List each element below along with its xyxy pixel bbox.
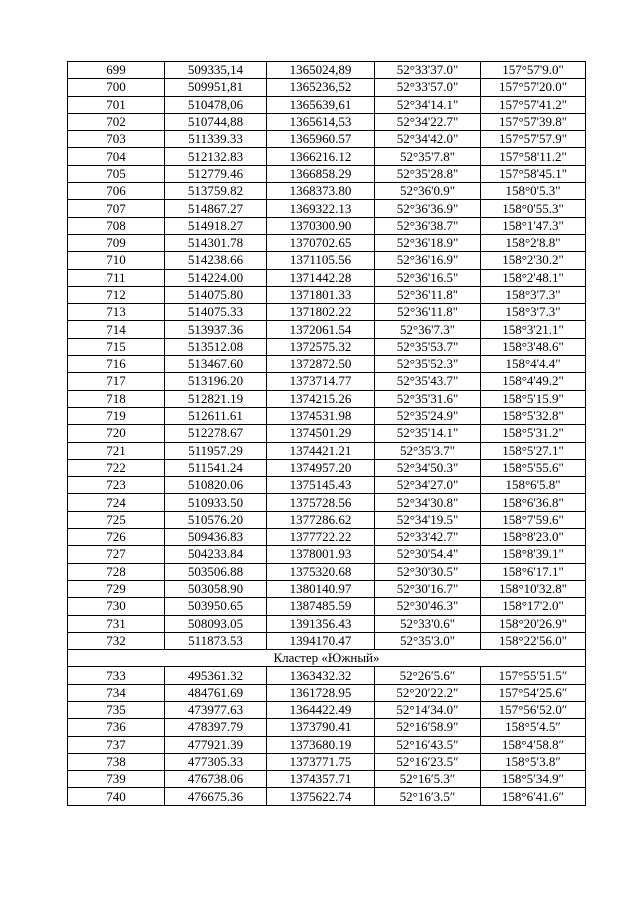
longitude-cell: 158°4'49.2" <box>481 373 586 390</box>
latitude-cell: 52°36'11.8" <box>375 286 481 303</box>
y-coordinate-cell: 1363432.32 <box>267 667 375 684</box>
point-number-cell: 731 <box>68 615 165 632</box>
latitude-cell: 52°34'50.3" <box>375 459 481 476</box>
x-coordinate-cell: 478397.79 <box>165 719 267 736</box>
table-row <box>68 667 586 684</box>
table-row <box>68 511 586 528</box>
point-number-cell: 732 <box>68 632 165 649</box>
latitude-cell: 52°16′43.5″ <box>375 736 481 753</box>
x-coordinate-cell: 509436.83 <box>165 529 267 546</box>
table-row <box>68 113 586 130</box>
x-coordinate-cell: 503506.88 <box>165 563 267 580</box>
x-coordinate-cell: 514075.33 <box>165 304 267 321</box>
point-number-cell: 722 <box>68 459 165 476</box>
x-coordinate-cell: 513759.82 <box>165 183 267 200</box>
y-coordinate-cell: 1372872.50 <box>267 356 375 373</box>
table-row <box>68 217 586 234</box>
x-coordinate-cell: 514238.66 <box>165 252 267 269</box>
table-row <box>68 563 586 580</box>
table-row <box>68 771 586 788</box>
x-coordinate-cell: 512779.46 <box>165 165 267 182</box>
latitude-cell: 52°35'28.8" <box>375 165 481 182</box>
longitude-cell: 158°4′58.8″ <box>481 736 586 753</box>
x-coordinate-cell: 510744,88 <box>165 113 267 130</box>
point-number-cell: 712 <box>68 286 165 303</box>
x-coordinate-cell: 477921.39 <box>165 736 267 753</box>
y-coordinate-cell: 1374957.20 <box>267 459 375 476</box>
longitude-cell: 157°57'20.0" <box>481 79 586 96</box>
latitude-cell: 52°30'46.3" <box>375 598 481 615</box>
table-row <box>68 234 586 251</box>
table-row <box>68 165 586 182</box>
longitude-cell: 158°0'55.3" <box>481 200 586 217</box>
longitude-cell: 158°6'5.8" <box>481 477 586 494</box>
y-coordinate-cell: 1366858.29 <box>267 165 375 182</box>
table-row <box>68 788 586 805</box>
point-number-cell: 720 <box>68 425 165 442</box>
latitude-cell: 52°35'43.7" <box>375 373 481 390</box>
point-number-cell: 705 <box>68 165 165 182</box>
table-row <box>68 580 586 597</box>
latitude-cell: 52°36'16.9" <box>375 252 481 269</box>
longitude-cell: 157°57'9.0" <box>481 62 586 79</box>
point-number-cell: 716 <box>68 356 165 373</box>
y-coordinate-cell: 1373680.19 <box>267 736 375 753</box>
table-row <box>68 148 586 165</box>
latitude-cell: 52°34'27.0" <box>375 477 481 494</box>
y-coordinate-cell: 1387485.59 <box>267 598 375 615</box>
longitude-cell: 158°5′34.9″ <box>481 771 586 788</box>
table-row <box>68 390 586 407</box>
table-row <box>68 183 586 200</box>
latitude-cell: 52°36'0.9" <box>375 183 481 200</box>
table-row <box>68 252 586 269</box>
table-row <box>68 338 586 355</box>
latitude-cell: 52°35'3.0" <box>375 632 481 649</box>
latitude-cell: 52°33'0.6" <box>375 615 481 632</box>
latitude-cell: 52°34'30.8" <box>375 494 481 511</box>
latitude-cell: 52°30'30.5" <box>375 563 481 580</box>
longitude-cell: 158°5'31.2" <box>481 425 586 442</box>
x-coordinate-cell: 512821.19 <box>165 390 267 407</box>
table-row <box>68 477 586 494</box>
point-number-cell: 723 <box>68 477 165 494</box>
longitude-cell: 158°6'17.1" <box>481 563 586 580</box>
table-row <box>68 79 586 96</box>
y-coordinate-cell: 1371442.28 <box>267 269 375 286</box>
table-row <box>68 286 586 303</box>
cluster-section <box>68 650 586 667</box>
table-row <box>68 131 586 148</box>
longitude-cell: 158°6′41.6″ <box>481 788 586 805</box>
latitude-cell: 52°35'31.6" <box>375 390 481 407</box>
point-number-cell: 739 <box>68 771 165 788</box>
table-row <box>68 632 586 649</box>
y-coordinate-cell: 1365236,52 <box>267 79 375 96</box>
x-coordinate-cell: 503950.65 <box>165 598 267 615</box>
y-coordinate-cell: 1364422.49 <box>267 701 375 718</box>
latitude-cell: 52°36'38.7" <box>375 217 481 234</box>
table-row <box>68 684 586 701</box>
longitude-cell: 157°57'41.2" <box>481 96 586 113</box>
x-coordinate-cell: 509335,14 <box>165 62 267 79</box>
table-row <box>68 546 586 563</box>
y-coordinate-cell: 1374215.26 <box>267 390 375 407</box>
point-number-cell: 710 <box>68 252 165 269</box>
x-coordinate-cell: 510933.50 <box>165 494 267 511</box>
point-number-cell: 735 <box>68 701 165 718</box>
point-number-cell: 740 <box>68 788 165 805</box>
latitude-cell: 52°14′34.0″ <box>375 701 481 718</box>
y-coordinate-cell: 1366216.12 <box>267 148 375 165</box>
x-coordinate-cell: 513512.08 <box>165 338 267 355</box>
y-coordinate-cell: 1371801.33 <box>267 286 375 303</box>
table-row <box>68 425 586 442</box>
x-coordinate-cell: 512132.83 <box>165 148 267 165</box>
latitude-cell: 52°36'16.5" <box>375 269 481 286</box>
longitude-cell: 158°5'32.8" <box>481 407 586 424</box>
table-row <box>68 719 586 736</box>
point-number-cell: 700 <box>68 79 165 96</box>
longitude-cell: 157°54′25.6″ <box>481 684 586 701</box>
point-number-cell: 717 <box>68 373 165 390</box>
point-number-cell: 713 <box>68 304 165 321</box>
y-coordinate-cell: 1372061.54 <box>267 321 375 338</box>
y-coordinate-cell: 1377722.22 <box>267 529 375 546</box>
x-coordinate-cell: 473977.63 <box>165 701 267 718</box>
point-number-cell: 707 <box>68 200 165 217</box>
point-number-cell: 709 <box>68 234 165 251</box>
x-coordinate-cell: 512611.61 <box>165 407 267 424</box>
point-number-cell: 719 <box>68 407 165 424</box>
longitude-cell: 158°20'26.9" <box>481 615 586 632</box>
longitude-cell: 158°2'8.8" <box>481 234 586 251</box>
longitude-cell: 158°2'30.2" <box>481 252 586 269</box>
longitude-cell: 158°3'21.1" <box>481 321 586 338</box>
y-coordinate-cell: 1374421.21 <box>267 442 375 459</box>
y-coordinate-cell: 1394170.47 <box>267 632 375 649</box>
x-coordinate-cell: 510478,06 <box>165 96 267 113</box>
table-row <box>68 615 586 632</box>
latitude-cell: 52°35'24.9" <box>375 407 481 424</box>
table-row <box>68 494 586 511</box>
point-number-cell: 733 <box>68 667 165 684</box>
y-coordinate-cell: 1368373.80 <box>267 183 375 200</box>
table-row <box>68 200 586 217</box>
y-coordinate-cell: 1375728.56 <box>267 494 375 511</box>
point-number-cell: 737 <box>68 736 165 753</box>
latitude-cell: 52°36'7.3" <box>375 321 481 338</box>
point-number-cell: 736 <box>68 719 165 736</box>
x-coordinate-cell: 510820.06 <box>165 477 267 494</box>
longitude-cell: 158°5'27.1" <box>481 442 586 459</box>
y-coordinate-cell: 1365639,61 <box>267 96 375 113</box>
longitude-cell: 158°17'2.0" <box>481 598 586 615</box>
longitude-cell: 158°5'15.9" <box>481 390 586 407</box>
y-coordinate-cell: 1375622.74 <box>267 788 375 805</box>
x-coordinate-cell: 503058.90 <box>165 580 267 597</box>
coordinates-table-body-bottom <box>68 667 586 805</box>
x-coordinate-cell: 514075.80 <box>165 286 267 303</box>
table-row <box>68 529 586 546</box>
y-coordinate-cell: 1370300.90 <box>267 217 375 234</box>
y-coordinate-cell: 1374531.98 <box>267 407 375 424</box>
latitude-cell: 52°34'42.0" <box>375 131 481 148</box>
latitude-cell: 52°35'52.3" <box>375 356 481 373</box>
x-coordinate-cell: 504233.84 <box>165 546 267 563</box>
coordinates-table <box>67 61 586 806</box>
latitude-cell: 52°34'19.5" <box>375 511 481 528</box>
latitude-cell: 52°30'54.4" <box>375 546 481 563</box>
latitude-cell: 52°16′5.3″ <box>375 771 481 788</box>
point-number-cell: 721 <box>68 442 165 459</box>
y-coordinate-cell: 1373771.75 <box>267 753 375 770</box>
point-number-cell: 738 <box>68 753 165 770</box>
latitude-cell: 52°36'18.9" <box>375 234 481 251</box>
y-coordinate-cell: 1375145.43 <box>267 477 375 494</box>
cluster-heading: Кластер «Южный» <box>68 650 586 667</box>
x-coordinate-cell: 476738.06 <box>165 771 267 788</box>
latitude-cell: 52°36'11.8" <box>375 304 481 321</box>
point-number-cell: 703 <box>68 131 165 148</box>
longitude-cell: 158°2'48.1" <box>481 269 586 286</box>
y-coordinate-cell: 1380140.97 <box>267 580 375 597</box>
y-coordinate-cell: 1370702.65 <box>267 234 375 251</box>
longitude-cell: 158°0'5.3" <box>481 183 586 200</box>
y-coordinate-cell: 1374357.71 <box>267 771 375 788</box>
x-coordinate-cell: 495361.32 <box>165 667 267 684</box>
longitude-cell: 158°10'32.8" <box>481 580 586 597</box>
point-number-cell: 706 <box>68 183 165 200</box>
longitude-cell: 158°3'7.3" <box>481 286 586 303</box>
point-number-cell: 725 <box>68 511 165 528</box>
table-row <box>68 701 586 718</box>
latitude-cell: 52°35'53.7" <box>375 338 481 355</box>
table-row <box>68 269 586 286</box>
longitude-cell: 158°8'23.0" <box>481 529 586 546</box>
latitude-cell: 52°20′22.2″ <box>375 684 481 701</box>
point-number-cell: 726 <box>68 529 165 546</box>
table-row <box>68 407 586 424</box>
longitude-cell: 157°56′52.0″ <box>481 701 586 718</box>
table-row <box>68 96 586 113</box>
longitude-cell: 157°55′51.5″ <box>481 667 586 684</box>
longitude-cell: 158°5'55.6" <box>481 459 586 476</box>
longitude-cell: 157°58'11.2" <box>481 148 586 165</box>
point-number-cell: 701 <box>68 96 165 113</box>
y-coordinate-cell: 1375320.68 <box>267 563 375 580</box>
point-number-cell: 711 <box>68 269 165 286</box>
latitude-cell: 52°34'14.1" <box>375 96 481 113</box>
coordinates-table-body-top <box>68 62 586 650</box>
point-number-cell: 704 <box>68 148 165 165</box>
x-coordinate-cell: 514224.00 <box>165 269 267 286</box>
table-row <box>68 356 586 373</box>
longitude-cell: 158°5′3.8″ <box>481 753 586 770</box>
latitude-cell: 52°33'57.0" <box>375 79 481 96</box>
longitude-cell: 158°4'4.4" <box>481 356 586 373</box>
point-number-cell: 729 <box>68 580 165 597</box>
latitude-cell: 52°35'3.7" <box>375 442 481 459</box>
longitude-cell: 158°6'36.8" <box>481 494 586 511</box>
point-number-cell: 715 <box>68 338 165 355</box>
y-coordinate-cell: 1377286.62 <box>267 511 375 528</box>
latitude-cell: 52°16′58.9″ <box>375 719 481 736</box>
latitude-cell: 52°30'16.7" <box>375 580 481 597</box>
x-coordinate-cell: 514867.27 <box>165 200 267 217</box>
y-coordinate-cell: 1373790.41 <box>267 719 375 736</box>
point-number-cell: 734 <box>68 684 165 701</box>
latitude-cell: 52°33'37.0" <box>375 62 481 79</box>
y-coordinate-cell: 1369322.13 <box>267 200 375 217</box>
x-coordinate-cell: 511957.29 <box>165 442 267 459</box>
latitude-cell: 52°34'22.7" <box>375 113 481 130</box>
x-coordinate-cell: 508093.05 <box>165 615 267 632</box>
table-row <box>68 736 586 753</box>
longitude-cell: 157°57'39.8" <box>481 113 586 130</box>
table-row <box>68 459 586 476</box>
x-coordinate-cell: 484761.69 <box>165 684 267 701</box>
x-coordinate-cell: 514301.78 <box>165 234 267 251</box>
latitude-cell: 52°35'7.8" <box>375 148 481 165</box>
point-number-cell: 728 <box>68 563 165 580</box>
x-coordinate-cell: 509951,81 <box>165 79 267 96</box>
y-coordinate-cell: 1374501.29 <box>267 425 375 442</box>
y-coordinate-cell: 1372575.32 <box>267 338 375 355</box>
longitude-cell: 158°5′4.5″ <box>481 719 586 736</box>
table-row <box>68 442 586 459</box>
table-row <box>68 373 586 390</box>
y-coordinate-cell: 1361728.95 <box>267 684 375 701</box>
longitude-cell: 158°22'56.0" <box>481 632 586 649</box>
x-coordinate-cell: 512278.67 <box>165 425 267 442</box>
y-coordinate-cell: 1373714.77 <box>267 373 375 390</box>
point-number-cell: 699 <box>68 62 165 79</box>
y-coordinate-cell: 1365960.57 <box>267 131 375 148</box>
y-coordinate-cell: 1365614,53 <box>267 113 375 130</box>
y-coordinate-cell: 1391356.43 <box>267 615 375 632</box>
x-coordinate-cell: 514918.27 <box>165 217 267 234</box>
x-coordinate-cell: 477305.33 <box>165 753 267 770</box>
point-number-cell: 708 <box>68 217 165 234</box>
longitude-cell: 158°7'59.6" <box>481 511 586 528</box>
table-row <box>68 304 586 321</box>
x-coordinate-cell: 513467.60 <box>165 356 267 373</box>
y-coordinate-cell: 1371802.22 <box>267 304 375 321</box>
longitude-cell: 158°1'47.3" <box>481 217 586 234</box>
point-number-cell: 724 <box>68 494 165 511</box>
latitude-cell: 52°36'36.9" <box>375 200 481 217</box>
x-coordinate-cell: 476675.36 <box>165 788 267 805</box>
latitude-cell: 52°16′23.5″ <box>375 753 481 770</box>
y-coordinate-cell: 1371105.56 <box>267 252 375 269</box>
table-row <box>68 321 586 338</box>
point-number-cell: 730 <box>68 598 165 615</box>
point-number-cell: 702 <box>68 113 165 130</box>
latitude-cell: 52°35'14.1" <box>375 425 481 442</box>
table-row <box>68 598 586 615</box>
x-coordinate-cell: 511339.33 <box>165 131 267 148</box>
y-coordinate-cell: 1365024,89 <box>267 62 375 79</box>
point-number-cell: 718 <box>68 390 165 407</box>
y-coordinate-cell: 1378001.93 <box>267 546 375 563</box>
cluster-heading-row <box>68 650 586 667</box>
latitude-cell: 52°33'42.7" <box>375 529 481 546</box>
longitude-cell: 157°58'45.1" <box>481 165 586 182</box>
x-coordinate-cell: 511873.53 <box>165 632 267 649</box>
table-row <box>68 62 586 79</box>
x-coordinate-cell: 513196.20 <box>165 373 267 390</box>
longitude-cell: 158°3'7.3" <box>481 304 586 321</box>
point-number-cell: 727 <box>68 546 165 563</box>
table-row <box>68 753 586 770</box>
latitude-cell: 52°16′3.5″ <box>375 788 481 805</box>
longitude-cell: 157°57'57.9" <box>481 131 586 148</box>
point-number-cell: 714 <box>68 321 165 338</box>
x-coordinate-cell: 511541.24 <box>165 459 267 476</box>
latitude-cell: 52°26′5.6″ <box>375 667 481 684</box>
x-coordinate-cell: 513937.36 <box>165 321 267 338</box>
longitude-cell: 158°3'48.6" <box>481 338 586 355</box>
x-coordinate-cell: 510576.20 <box>165 511 267 528</box>
longitude-cell: 158°8'39.1" <box>481 546 586 563</box>
